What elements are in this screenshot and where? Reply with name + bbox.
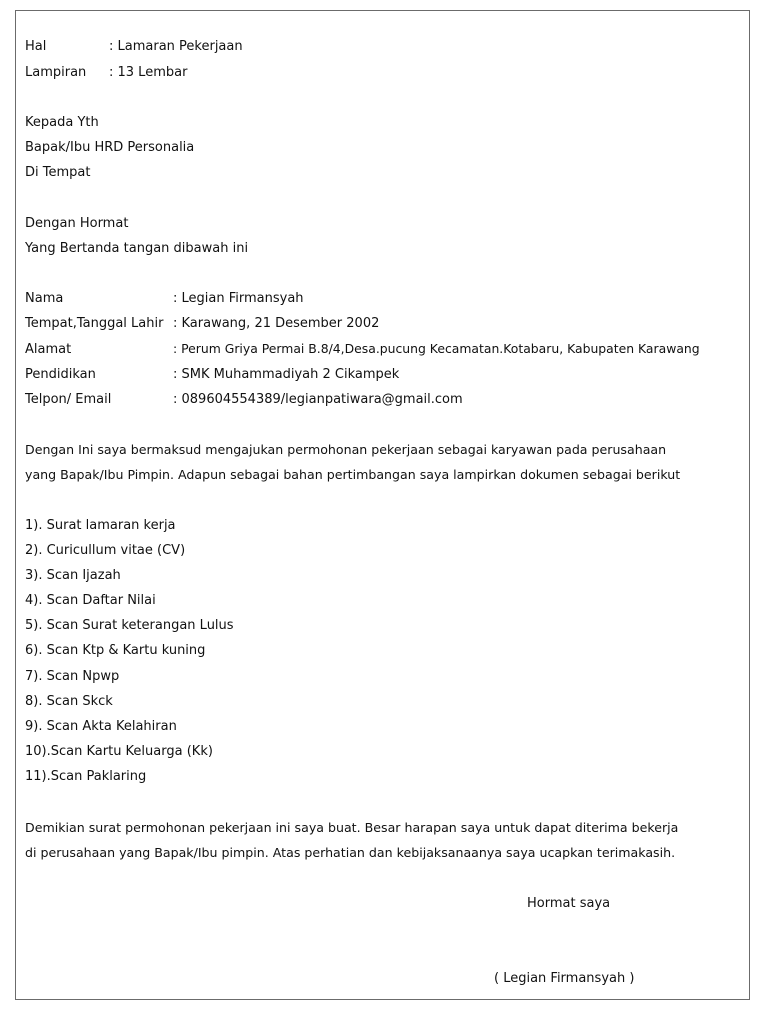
letter-page: [15, 10, 750, 1000]
recipient-line-3: Di Tempat: [25, 165, 91, 180]
closing-line-1: Demikian surat permohonan pekerjaan ini saya buat. Besar harapan saya untuk dapat diterima bekerja: [25, 820, 679, 835]
subject-label: Hal: [25, 39, 47, 54]
intro-line-1: Dengan Ini saya bermaksud mengajukan permohonan pekerjaan sebagai karyawan pada perusahaan: [25, 442, 667, 457]
applicant-address-value: : Perum Griya Permai B.8/4,Desa.pucung Kecamatan.Kotabaru, Kabupaten Karawang: [173, 341, 700, 356]
applicant-address-row: [25, 341, 700, 358]
subject-row: [25, 39, 243, 55]
attachment-item: 7). Scan Npwp: [25, 669, 120, 684]
applicant-name-label: Nama: [25, 291, 64, 306]
applicant-contact-value: : 089604554389/legianpatiwara@gmail.com: [173, 392, 463, 407]
attachment-count-value: : 13 Lembar: [109, 65, 188, 80]
attachment-item: 5). Scan Surat keterangan Lulus: [25, 618, 234, 633]
attachment-item: 6). Scan Ktp & Kartu kuning: [25, 643, 206, 658]
signature-salutation: Hormat saya: [527, 896, 611, 911]
applicant-education-value: : SMK Muhammadiyah 2 Cikampek: [173, 367, 400, 382]
applicant-name-value: : Legian Firmansyah: [173, 291, 304, 306]
greeting-line-1: Dengan Hormat: [25, 216, 129, 231]
applicant-birth-label: Tempat,Tanggal Lahir: [25, 316, 164, 331]
attachment-item: 9). Scan Akta Kelahiran: [25, 719, 177, 734]
recipient-line-1: Kepada Yth: [25, 115, 99, 130]
signature-name: ( Legian Firmansyah ): [494, 971, 635, 986]
subject-value: : Lamaran Pekerjaan: [109, 39, 243, 54]
greeting-line-2: Yang Bertanda tangan dibawah ini: [25, 241, 249, 256]
applicant-birth-row: [25, 316, 379, 332]
applicant-birth-value: : Karawang, 21 Desember 2002: [173, 316, 380, 331]
recipient-line-2: Bapak/Ibu HRD Personalia: [25, 140, 195, 155]
attachment-item: 10).Scan Kartu Keluarga (Kk): [25, 744, 213, 759]
applicant-address-label: Alamat: [25, 342, 72, 357]
attachment-item: 4). Scan Daftar Nilai: [25, 593, 156, 608]
applicant-education-row: [25, 367, 399, 383]
applicant-contact-row: [25, 392, 463, 408]
applicant-name-row: [25, 291, 304, 307]
attachment-item: 2). Curicullum vitae (CV): [25, 543, 186, 558]
attachment-item: 8). Scan Skck: [25, 694, 113, 709]
applicant-education-label: Pendidikan: [25, 367, 96, 382]
attachment-count-label: Lampiran: [25, 65, 87, 80]
attachment-count-row: [25, 65, 187, 81]
applicant-contact-label: Telpon/ Email: [25, 392, 112, 407]
attachment-item: 11).Scan Paklaring: [25, 769, 147, 784]
attachment-item: 3). Scan Ijazah: [25, 568, 121, 583]
intro-line-2: yang Bapak/Ibu Pimpin. Adapun sebagai bahan pertimbangan saya lampirkan dokumen sebagai berikut: [25, 467, 681, 482]
closing-line-2: di perusahaan yang Bapak/Ibu pimpin. Atas perhatian dan kebijaksanaanya saya ucapkan terimakasih.: [25, 845, 676, 860]
attachment-item: 1). Surat lamaran kerja: [25, 518, 176, 533]
